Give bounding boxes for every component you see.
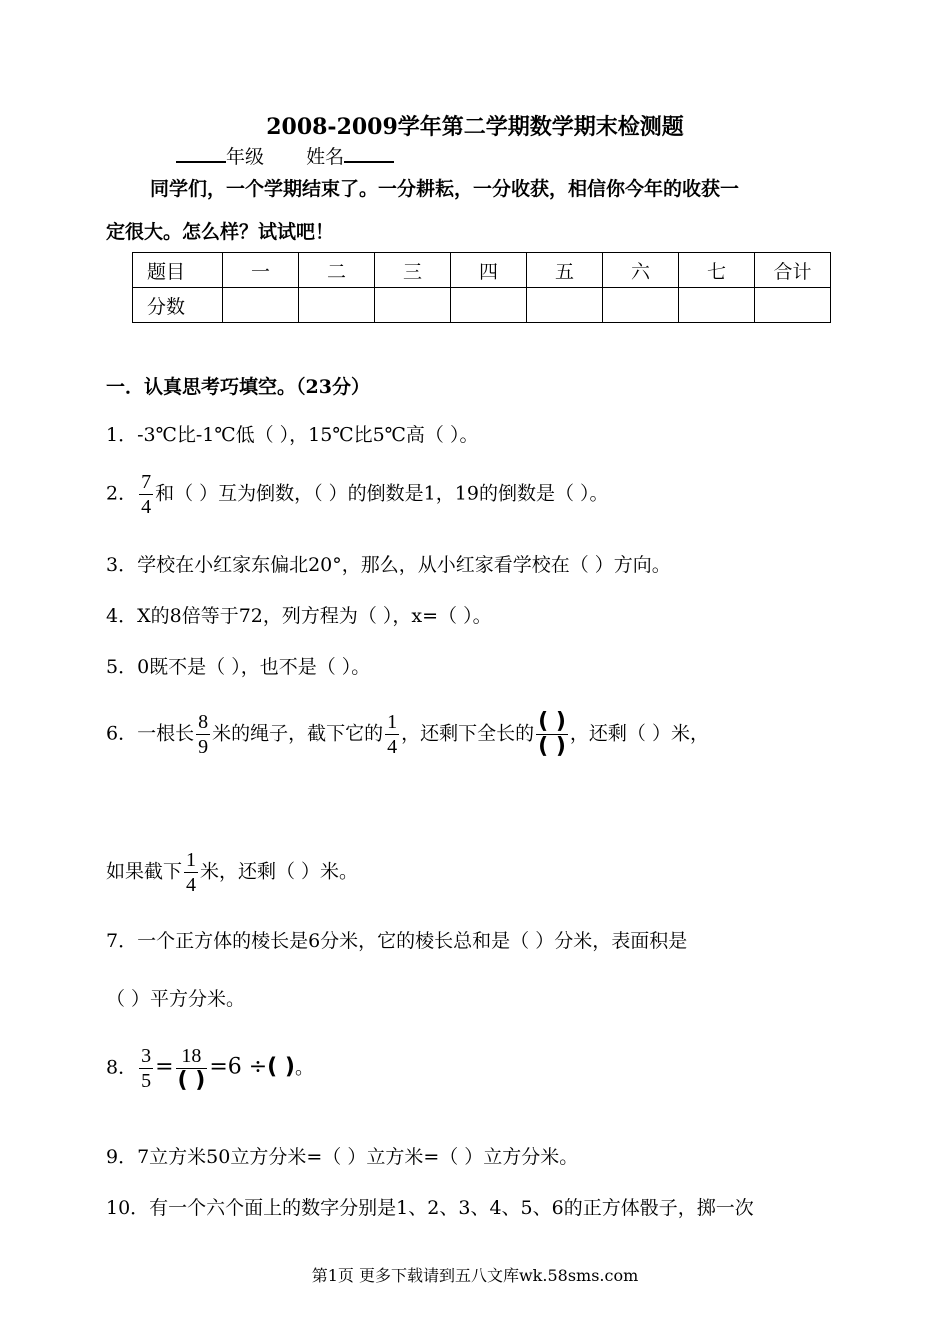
question-text: ，还剩下全长的 [401, 722, 535, 745]
score-cell[interactable] [679, 288, 755, 323]
table-cell: 三 [375, 253, 451, 288]
table-cell: 二 [299, 253, 375, 288]
numerator: 18 [176, 1044, 208, 1069]
score-cell[interactable] [603, 288, 679, 323]
intro-line-2: 定很大。怎么样？试试吧！ [106, 221, 335, 243]
numerator-blank: ( ) [538, 709, 566, 734]
score-cell[interactable] [755, 288, 831, 323]
page-title: 2008-2009学年第二学期数学期末检测题 [266, 114, 684, 140]
table-cell: 题目 [133, 253, 223, 288]
question-text: 米的绳子，截下它的 [212, 722, 384, 745]
question-5: 5．0既不是（ ），也不是（ ）。 [106, 656, 371, 678]
question-2 [106, 470, 608, 519]
table-cell: 四 [451, 253, 527, 288]
question-text: 6．一根长 [106, 722, 195, 745]
table-cell: 合计 [755, 253, 831, 288]
question-number: 2． [106, 482, 138, 505]
question-6-continued [106, 848, 358, 897]
score-cell[interactable] [527, 288, 603, 323]
denominator: 4 [141, 496, 152, 518]
fraction [139, 470, 153, 519]
score-cell[interactable] [223, 288, 299, 323]
student-info-line [176, 142, 394, 169]
fraction [184, 848, 198, 897]
table-cell: 七 [679, 253, 755, 288]
grade-label: 年级 [226, 146, 265, 168]
score-table-header-row [133, 253, 831, 288]
question-10: 10．有一个六个面上的数字分别是1、2、3、4、5、6的正方体骰子，掷一次 [106, 1197, 754, 1219]
numerator: 7 [141, 471, 152, 493]
question-text: 米，还剩（ ）米。 [200, 860, 359, 883]
numerator: 3 [141, 1045, 152, 1067]
section-1-heading: 一．认真思考巧填空。（23分） [106, 376, 370, 398]
equals-sign: = [155, 1054, 174, 1080]
grade-blank[interactable] [176, 147, 226, 163]
table-cell: 分数 [133, 288, 223, 323]
question-number: 8． [106, 1056, 138, 1079]
blank-fraction[interactable] [536, 710, 568, 759]
score-cell[interactable] [375, 288, 451, 323]
numerator: 1 [387, 711, 398, 733]
intro-line-1: 同学们，一个学期结束了。一分耕耘，一分收获，相信你今年的收获一 [150, 178, 740, 200]
table-cell: 六 [603, 253, 679, 288]
fraction [385, 710, 399, 759]
denominator: 5 [141, 1070, 152, 1092]
denominator: 9 [198, 736, 209, 758]
denominator: 4 [186, 874, 197, 896]
question-text: ，还剩（ ）米， [569, 722, 709, 745]
denominator-blank[interactable]: ( ) [177, 1068, 206, 1093]
question-8 [106, 1044, 314, 1093]
page-footer: 第1页 更多下载请到五八文库wk.58sms.com [311, 1266, 639, 1285]
score-table-score-row [133, 288, 831, 323]
end-mark: 。 [294, 1056, 314, 1079]
equation-text: =6 ÷ [209, 1054, 268, 1080]
fraction [139, 1044, 153, 1093]
question-9: 9．7立方米50立方分米=（ ）立方米=（ ）立方分米。 [106, 1146, 579, 1168]
score-cell[interactable] [451, 288, 527, 323]
name-blank[interactable] [344, 147, 394, 163]
question-6 [106, 710, 709, 759]
score-cell[interactable] [299, 288, 375, 323]
denominator-blank: ( ) [538, 734, 566, 759]
numerator: 8 [198, 711, 209, 733]
table-cell: 一 [223, 253, 299, 288]
question-text: 如果截下 [106, 860, 183, 883]
fraction [196, 710, 210, 759]
question-7-line-1: 7．一个正方体的棱长是6分米，它的棱长总和是（ ）分米，表面积是 [106, 930, 688, 952]
denominator: 4 [387, 736, 398, 758]
numerator: 1 [186, 849, 197, 871]
question-7-line-2: （ ）平方分米。 [106, 988, 246, 1010]
score-table [132, 252, 831, 323]
name-label: 姓名 [306, 146, 345, 168]
question-1: 1．-3℃比-1℃低（ ），15℃比5℃高（ ）。 [106, 424, 479, 446]
table-cell: 五 [527, 253, 603, 288]
question-4: 4．X的8倍等于72，列方程为（ ），x=（ ）。 [106, 605, 492, 627]
question-3: 3．学校在小红家东偏北20°，那么，从小红家看学校在（ ）方向。 [106, 554, 671, 576]
question-text: 和（ ）互为倒数，（ ）的倒数是1，19的倒数是（ ）。 [155, 482, 609, 505]
answer-blank[interactable]: ( ) [267, 1054, 295, 1080]
fraction [176, 1044, 208, 1093]
